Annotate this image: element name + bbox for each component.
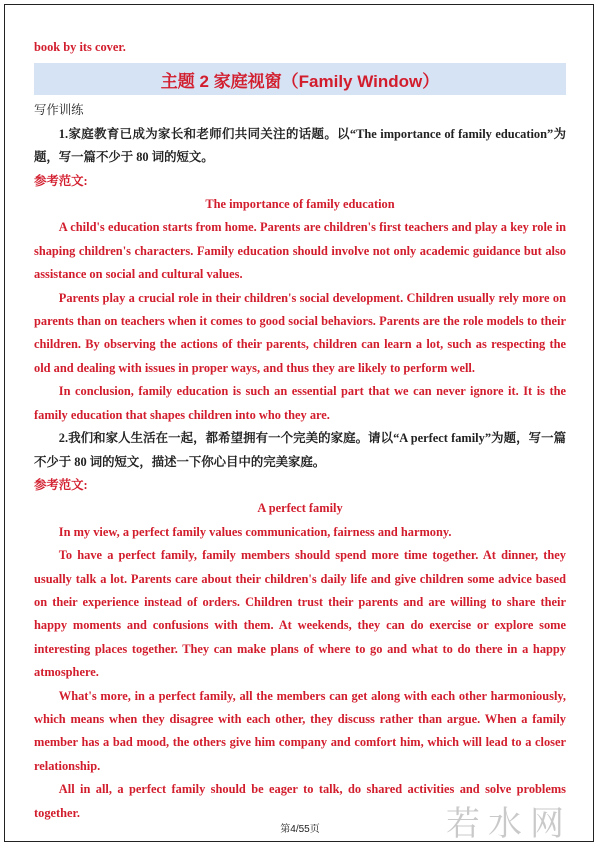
essay1-paragraph: In conclusion, family education is such an essential part that we can never ignore it. It is the family education that shapes children into who they are. [34, 384, 566, 422]
document-body [34, 36, 566, 825]
essay1-paragraph: A child's education starts from home. Parents are children's first teachers and play a key role in shaping children's characters. Family education should involve not only academic guidance but also assistance on social and cultural values. [34, 220, 566, 282]
section-label: 写作训练 [34, 103, 84, 118]
essay2-paragraph: All in all, a perfect family should be eager to talk, do shared activities and solve problems together. [34, 782, 566, 820]
essay2-paragraph: To have a perfect family, family members should spend more time together. At dinner, they usually talk a lot. Parents care about their children's daily life and give children some advice based on their experience instead of orders. Children trust their parents and are willing to share their happy moments and confusions with them. At weekends, they can do exercise or explore some interesting places together. They can make plans of where to go and what to do there in a happy atmosphere. [34, 548, 566, 680]
essay2-paragraph: In my view, a perfect family values communication, fairness and harmony. [58, 524, 452, 539]
essay1-paragraph: Parents play a crucial role in their children's social development. Children usually rely more on parents than on teachers when it comes to good social behaviors. Parents are the role models to their children. By observing the actions of their parents, children can learn a lot, such as respecting the old and dealing with issues in proper ways, and thus they are likely to perform well. [34, 290, 566, 375]
task1-prompt: 1.家庭教育已成为家长和老师们共同关注的话题。以“The importance of family education”为题，写一篇不少于 80 词的短文。 [34, 126, 566, 165]
topic-banner: 主题 2 家庭视窗（Family Window） [34, 63, 566, 95]
task2-prompt: 2.我们和家人生活在一起，都希望拥有一个完美的家庭。请以“A perfect family”为题，写一篇不少于 80 词的短文，描述一下你心目中的完美家庭。 [34, 431, 566, 469]
essay2-paragraph: What's more, in a perfect family, all the members can get along with each other harmoniously, which means when they disagree with each other, they discuss rather than argue. When a family member has a bad mood, the others give him company and comfort him, which will lead to a closer relationship. [34, 688, 566, 773]
essay2-title: A perfect family [257, 501, 343, 516]
reference-label-1: 参考范文: [34, 173, 88, 188]
site-watermark: 若水网 [446, 804, 572, 844]
essay1-title: The importance of family education [205, 197, 395, 212]
page-number: 第4/55页 [280, 824, 320, 835]
top-fragment: book by its cover. [34, 40, 126, 54]
reference-label-2: 参考范文: [34, 477, 88, 492]
